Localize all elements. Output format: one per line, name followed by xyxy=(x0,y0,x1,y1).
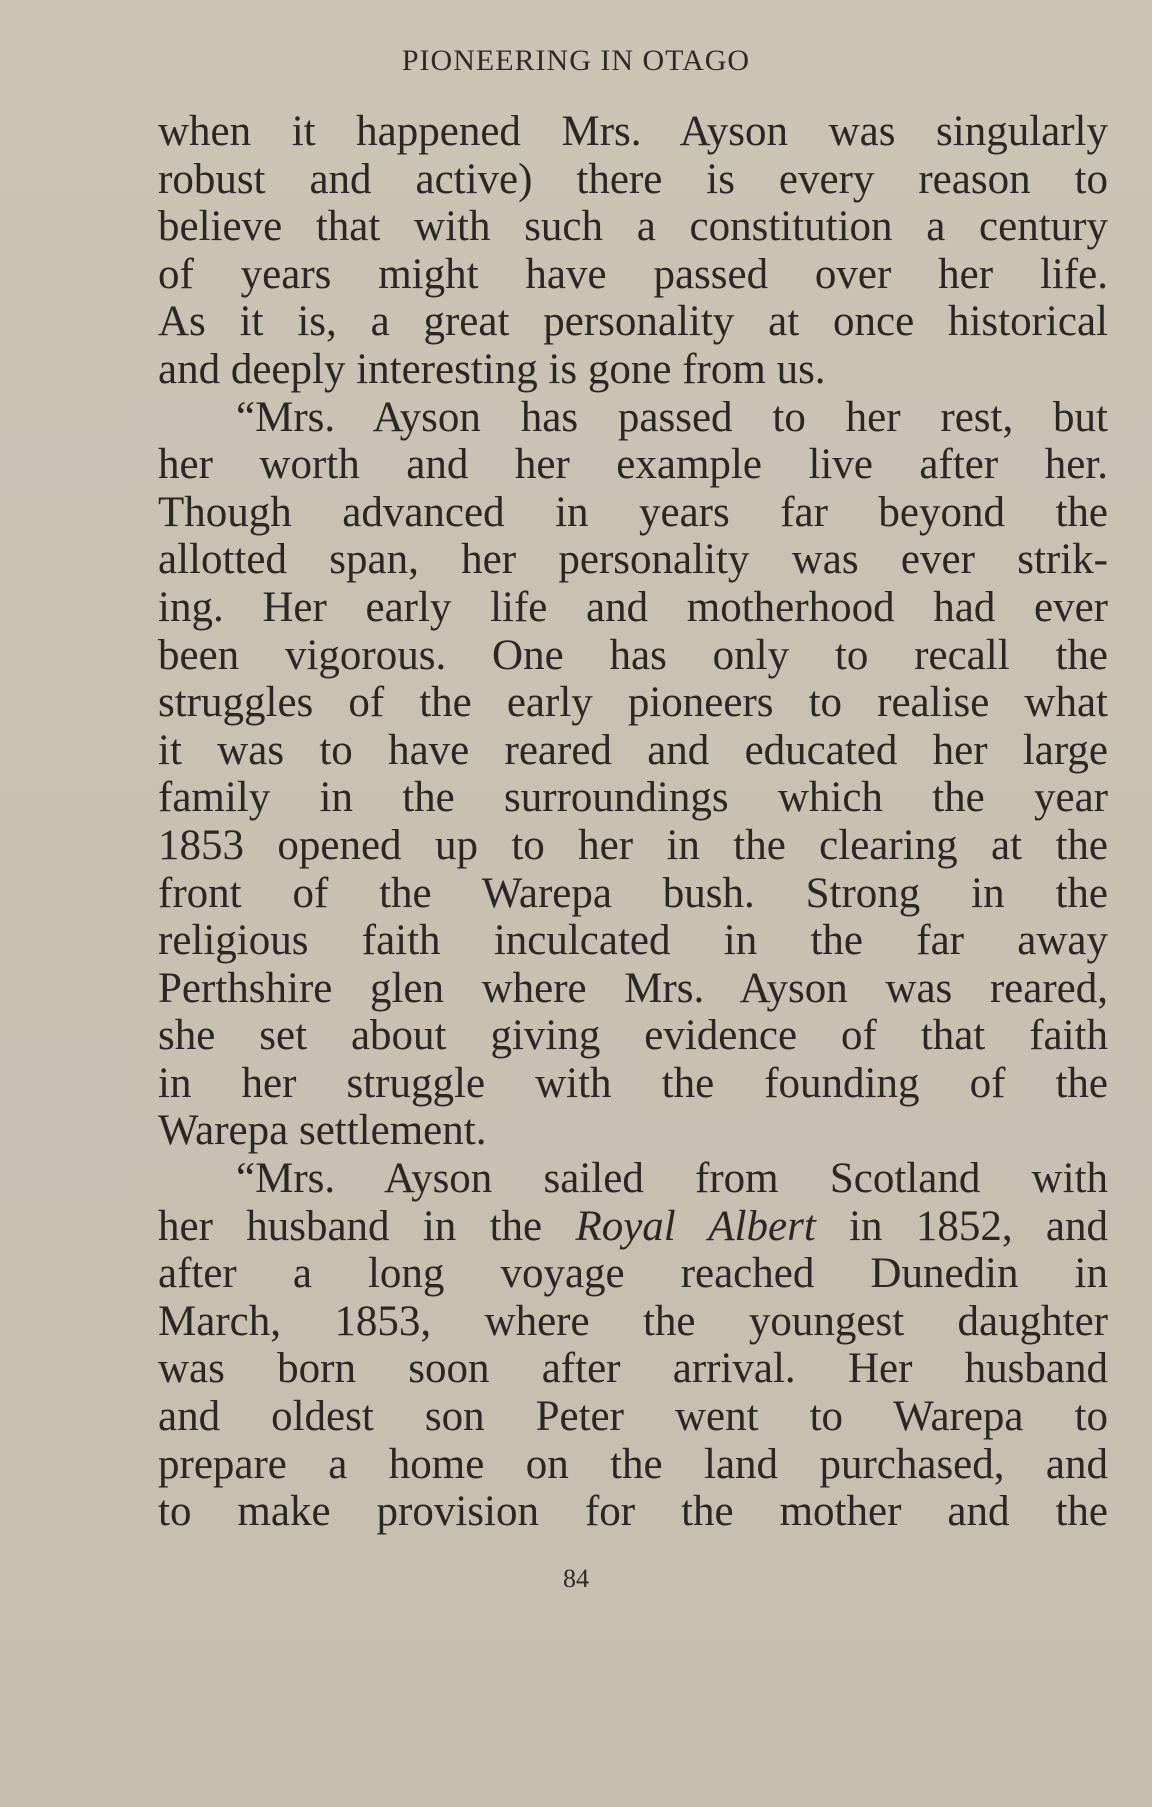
ship-name-italic: Royal Albert xyxy=(575,1202,816,1250)
text-line: it was to have reared and educated her large xyxy=(158,726,1108,774)
text-line: Warepa settlement. xyxy=(158,1107,487,1155)
text-line: prepare a home on the land purchased, and xyxy=(158,1440,1108,1488)
text-line: her worth and her example live after her. xyxy=(158,441,1108,489)
text-segment: her husband in the xyxy=(158,1202,576,1250)
text-line: in her struggle with the founding of the xyxy=(158,1059,1108,1107)
text-line: robust and active) there is every reason to xyxy=(158,155,1108,203)
body-text xyxy=(158,108,1108,1536)
text-line: struggles of the early pioneers to realise what xyxy=(158,679,1108,727)
text-line: was born soon after arrival. Her husband xyxy=(158,1345,1108,1393)
text-segment: in 1852, and xyxy=(815,1202,1108,1250)
paragraph-start-line: “Mrs. Ayson sailed from Scotland with xyxy=(236,1155,1108,1203)
running-head: PIONEERING IN OTAGO xyxy=(401,44,751,77)
text-line: family in the surroundings which the year xyxy=(158,774,1108,822)
text-line: As it is, a great personality at once historical xyxy=(158,298,1108,346)
text-line: 1853 opened up to her in the clearing at the xyxy=(158,821,1108,869)
text-line: of years might have passed over her life. xyxy=(158,250,1108,298)
text-line: been vigorous. One has only to recall the xyxy=(158,631,1108,679)
page-number: 84 xyxy=(563,1564,589,1593)
text-line: ing. Her early life and motherhood had ever xyxy=(158,583,1108,631)
text-line: front of the Warepa bush. Strong in the xyxy=(158,869,1108,917)
paragraph-start-line: “Mrs. Ayson has passed to her rest, but xyxy=(236,393,1108,441)
text-line: Perthshire glen where Mrs. Ayson was reared, xyxy=(158,964,1108,1012)
text-line: when it happened Mrs. Ayson was singularly xyxy=(158,108,1108,155)
text-line: allotted span, her personality was ever strik- xyxy=(158,536,1108,584)
text-line-with-italic xyxy=(158,1203,1108,1251)
text-line: she set about giving evidence of that faith xyxy=(158,1012,1108,1060)
text-line: religious faith inculcated in the far away xyxy=(158,917,1108,965)
text-line: and deeply interesting is gone from us. xyxy=(158,345,826,393)
text-line: Though advanced in years far beyond the xyxy=(158,488,1108,536)
text-line: believe that with such a constitution a century xyxy=(158,203,1108,251)
text-line: after a long voyage reached Dunedin in xyxy=(158,1250,1108,1298)
text-line: March, 1853, where the youngest daughter xyxy=(158,1297,1108,1345)
text-line: and oldest son Peter went to Warepa to xyxy=(158,1393,1108,1441)
text-line: to make provision for the mother and the xyxy=(158,1488,1108,1536)
